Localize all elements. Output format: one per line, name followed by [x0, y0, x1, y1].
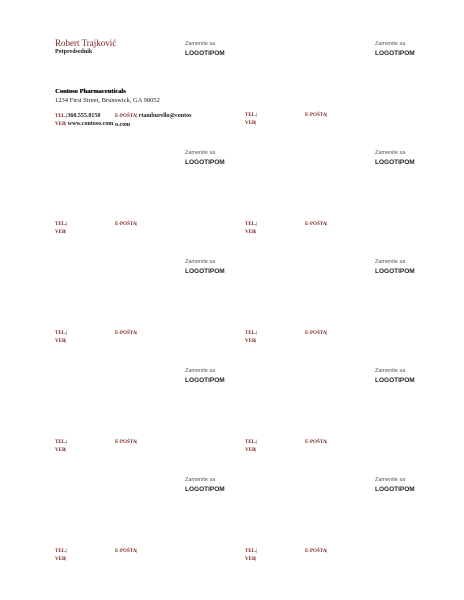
email-label: E-POŠTA| [305, 113, 328, 118]
email-line [305, 221, 327, 229]
phone-line [55, 439, 67, 455]
logo-placeholder-hint: Zamenite sa [185, 259, 216, 265]
phone-line [55, 330, 67, 346]
person-name: Robert Trajković [55, 38, 117, 48]
email-line [115, 439, 137, 447]
logo-placeholder-hint: Zamenite sa [185, 368, 216, 374]
email-label: E-POŠTA| [305, 549, 328, 554]
logo-placeholder-hint: Zamenite sa [375, 41, 406, 47]
business-card-empty [55, 254, 245, 362]
email-line [115, 221, 137, 229]
email-line [305, 548, 327, 556]
website-label: VEB| [55, 339, 67, 344]
email-line [305, 112, 327, 120]
logo-placeholder-label: LOGOTIPOM [375, 159, 415, 166]
phone-line [245, 439, 257, 455]
email-line [305, 330, 327, 338]
email-line [115, 112, 195, 130]
business-card-empty [245, 472, 435, 580]
business-card [55, 36, 245, 144]
logo-placeholder-label: LOGOTIPOM [185, 377, 225, 384]
phone-line [55, 548, 67, 564]
phone-line [245, 548, 257, 564]
phone-line [245, 112, 257, 128]
website-label: VEB| [245, 557, 257, 562]
logo-placeholder-label: LOGOTIPOM [185, 159, 225, 166]
business-card-empty [245, 145, 435, 253]
phone-value: 360.555.0150 [67, 113, 101, 119]
phone-label: TEL.| [245, 440, 258, 445]
logo-placeholder[interactable] [185, 258, 225, 276]
logo-placeholder-label: LOGOTIPOM [185, 486, 225, 493]
email-label: E-POŠTA| [115, 114, 138, 119]
business-card-empty [245, 36, 435, 144]
phone-label: TEL.| [245, 113, 258, 118]
logo-placeholder[interactable] [185, 367, 225, 385]
email-label: E-POŠTA| [115, 440, 138, 445]
logo-placeholder[interactable] [185, 149, 225, 167]
phone-label: TEL.| [55, 222, 68, 227]
logo-placeholder-label: LOGOTIPOM [375, 268, 415, 275]
logo-placeholder[interactable] [375, 149, 415, 167]
logo-placeholder[interactable] [375, 40, 415, 58]
website-label: VEB| [245, 448, 257, 453]
phone-label: TEL.| [245, 331, 258, 336]
website-label: VEB| [55, 557, 67, 562]
logo-placeholder-hint: Zamenite sa [185, 477, 216, 483]
email-label: E-POŠTA| [305, 440, 328, 445]
business-card-empty [245, 254, 435, 362]
company-address: 1234 First Street, Brunswick, GA 98052 [55, 97, 160, 104]
phone-line [245, 221, 257, 237]
person-title: Potpredsednik [55, 49, 93, 55]
business-card-empty [55, 363, 245, 471]
logo-placeholder-label: LOGOTIPOM [375, 50, 415, 57]
phone-label: TEL.| [245, 222, 258, 227]
logo-placeholder-hint: Zamenite sa [185, 41, 216, 47]
email-line [115, 548, 137, 556]
email-value: rtamburello@contoso.com [115, 113, 192, 128]
website-line [55, 120, 113, 129]
logo-placeholder[interactable] [375, 258, 415, 276]
logo-placeholder[interactable] [185, 40, 225, 58]
logo-placeholder-hint: Zamenite sa [375, 477, 406, 483]
email-label: E-POŠTA| [305, 222, 328, 227]
website-label: VEB| [55, 122, 67, 127]
email-label: E-POŠTA| [115, 331, 138, 336]
logo-placeholder-hint: Zamenite sa [375, 150, 406, 156]
phone-label: TEL.| [55, 549, 68, 554]
website-label: VEB| [245, 339, 257, 344]
email-line [305, 439, 327, 447]
logo-placeholder-hint: Zamenite sa [375, 259, 406, 265]
logo-placeholder-label: LOGOTIPOM [375, 377, 415, 384]
business-card-empty [55, 472, 245, 580]
logo-placeholder-label: LOGOTIPOM [375, 486, 415, 493]
email-label: E-POŠTA| [115, 549, 138, 554]
phone-label: TEL.| [55, 440, 68, 445]
phone-label: TEL.| [245, 549, 258, 554]
logo-placeholder-label: LOGOTIPOM [185, 50, 225, 57]
logo-placeholder-hint: Zamenite sa [185, 150, 216, 156]
logo-placeholder-label: LOGOTIPOM [185, 268, 225, 275]
logo-placeholder[interactable] [375, 367, 415, 385]
phone-line [55, 221, 67, 237]
website-label: VEB| [55, 230, 67, 235]
logo-placeholder[interactable] [375, 476, 415, 494]
phone-label: TEL.| [55, 114, 68, 119]
logo-placeholder[interactable] [185, 476, 225, 494]
website-label: VEB| [245, 230, 257, 235]
logo-placeholder-hint: Zamenite sa [375, 368, 406, 374]
phone-label: TEL.| [55, 331, 68, 336]
business-card-empty [55, 145, 245, 253]
phone-line [245, 330, 257, 346]
website-value: www.contoso.com [67, 121, 114, 127]
business-card-empty [245, 363, 435, 471]
website-label: VEB| [245, 121, 257, 126]
website-label: VEB| [55, 448, 67, 453]
company-name: Contoso Pharmaceuticals [55, 88, 126, 95]
email-label: E-POŠTA| [115, 222, 138, 227]
email-line [115, 330, 137, 338]
email-label: E-POŠTA| [305, 331, 328, 336]
